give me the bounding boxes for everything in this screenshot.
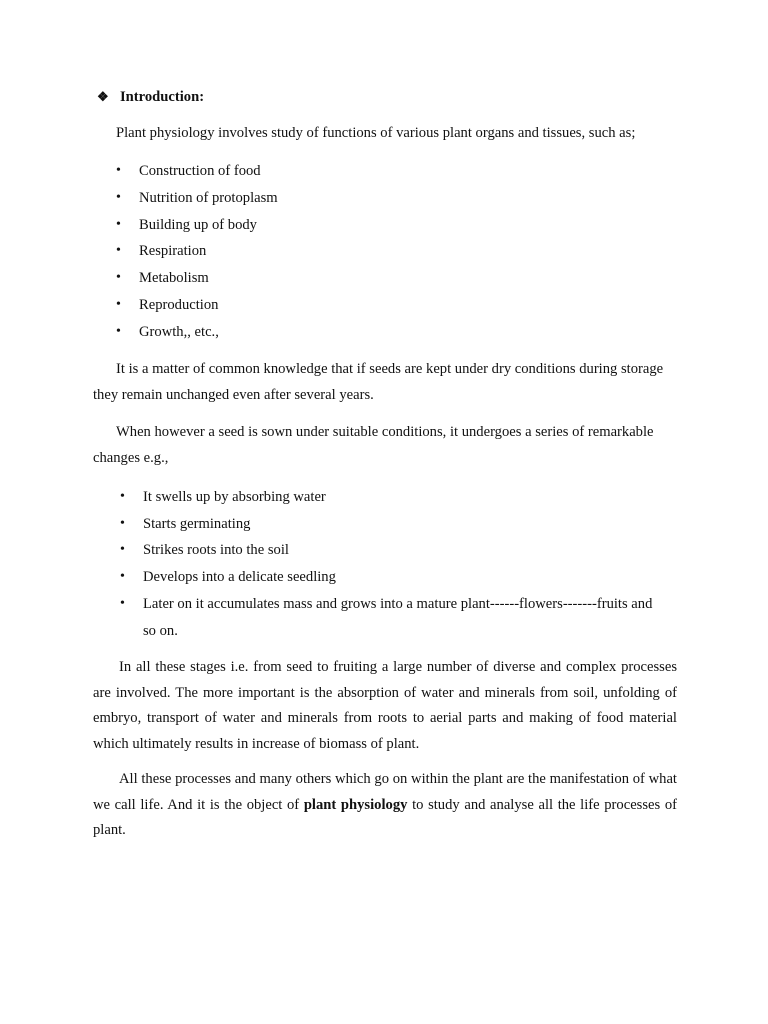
bullet-icon: •	[116, 296, 121, 312]
functions-list-item	[116, 185, 278, 212]
intro-paragraph: Plant physiology involves study of functions of various plant organs and tissues, such as;	[116, 125, 636, 141]
section-heading	[97, 87, 204, 107]
functions-list-item	[116, 212, 278, 239]
functions-list-item-text: Growth,, etc.,	[139, 323, 219, 340]
changes-list-item-text: It swells up by absorbing water	[143, 489, 326, 505]
bullet-icon: •	[116, 163, 121, 178]
functions-list-item-text: Respiration	[139, 243, 207, 260]
bullet-icon: •	[120, 489, 125, 504]
closing-text-after: to study and analyse all the life processes of plant.	[93, 796, 677, 838]
functions-list-item-text: Reproduction	[139, 296, 219, 313]
bullet-icon: •	[116, 243, 121, 259]
functions-list-item	[116, 265, 278, 292]
functions-list-item	[116, 292, 278, 319]
functions-list-item	[116, 238, 278, 265]
bullet-icon: •	[116, 216, 121, 232]
bullet-icon: •	[120, 595, 125, 611]
closing-paragraph	[93, 767, 677, 844]
diamond-bullet-icon: ❖	[97, 89, 109, 104]
functions-list-item-text: Nutrition of protoplasm	[139, 189, 278, 206]
bullet-icon: •	[116, 270, 121, 286]
functions-list-item-text: Building up of body	[139, 216, 257, 233]
changes-list-item	[120, 564, 663, 591]
changes-list-item	[120, 511, 663, 538]
closing-text-bold: plant physiology	[303, 796, 408, 813]
bullet-icon: •	[120, 569, 125, 585]
changes-list-item	[120, 484, 663, 511]
changes-list-item-text: Starts germinating	[143, 515, 251, 532]
functions-list-item	[116, 158, 278, 185]
bullet-icon: •	[116, 189, 121, 205]
functions-list-item-text: Construction of food	[139, 163, 261, 179]
closing-text-before: All these processes and many others which go on within the plant are the manifestation of what we call life. And it is the object of	[93, 771, 677, 813]
changes-list-item	[120, 591, 663, 644]
section-heading-text: Introduction:	[120, 89, 205, 105]
functions-list-item-text: Metabolism	[139, 270, 209, 287]
changes-list-item-text: Strikes roots into the soil	[143, 542, 289, 559]
sown-paragraph: When however a seed is sown under suitable conditions, it undergoes a series of remarkable changes e.g.,	[93, 424, 654, 466]
stages-paragraph: In all these stages i.e. from seed to fruiting a large number of diverse and complex processes are involved. The more important is the absorption of water and minerals from soil, unfolding of embryo, transport of water and minerals from roots to aerial parts and making of food material which ultimately results in increase of biomass of plant.	[93, 659, 677, 752]
bullet-icon: •	[116, 323, 121, 339]
changes-list-item-text: Later on it accumulates mass and grows into a mature plant------flowers-------fruits and so on.	[143, 595, 653, 639]
functions-list	[116, 158, 278, 346]
changes-list-item	[120, 537, 663, 564]
functions-list-item	[116, 319, 278, 346]
changes-list-item-text: Develops into a delicate seedling	[143, 569, 336, 586]
changes-list	[120, 484, 663, 644]
bullet-icon: •	[120, 542, 125, 558]
bullet-icon: •	[120, 515, 125, 531]
seeds-paragraph: It is a matter of common knowledge that if seeds are kept under dry conditions during storage they remain unchanged even after several years.	[93, 361, 664, 403]
